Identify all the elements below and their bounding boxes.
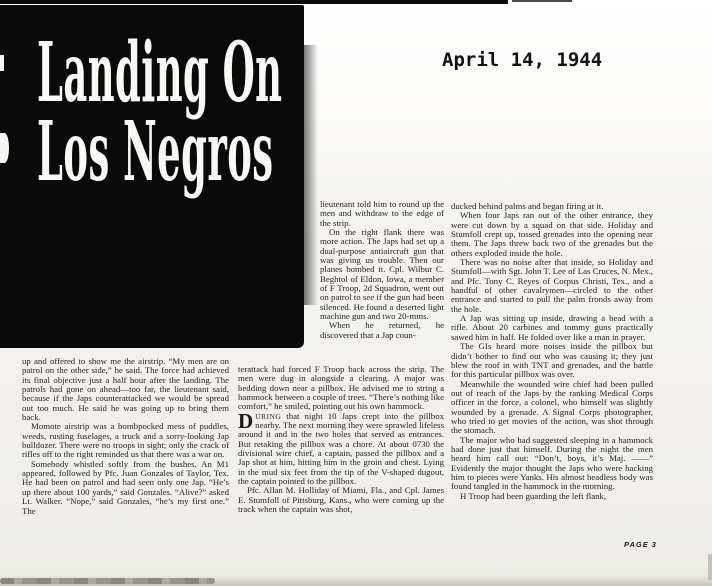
- paragraph: Pfc. Allan M. Holliday of Miami, Fla., and Cpl. James E. Stumfoll of Pittsburg, Kans., who were coming up the track when the captain was shot,: [238, 485, 444, 515]
- paragraph: Somebody whistled softly from the bushes. An M1 appeared, followed by Pfc. Juan Gonzales of Taylor, Tex. He had been on patrol and had seen only one Jap. “He’s up there about 100 yards,” said Gonzales. “Alive?” asked Lt. Walker. “Nope,” said Gonzales, “he’s my first one.” The: [22, 458, 229, 516]
- paragraph: When four Japs ran out of the other entrance, they were cut down by a squad on that side. Holiday and Stumfoll crept up, tossed grenades into the opening near them. The Japs threw back two of the grenades but the others exploded inside the hole.: [451, 210, 653, 258]
- scan-bottom-edge-artifact: [0, 578, 215, 584]
- article-headline: [37, 25, 283, 200]
- middle-column-lower: [238, 365, 444, 515]
- paragraph: lieutenant told him to round up the men and withdraw to the edge of the strip.: [320, 199, 444, 228]
- paragraph: terattack had forced F Troop back across the strip. The men were dug in alongside a clearing. A major was bedding down near a pillbox. He advised me to string a hammock between a couple of trees. “There’s nothing like comfort,” he smiled, pointing out his own hammock.: [238, 364, 444, 412]
- headline-line-2: Los Negros: [37, 104, 274, 200]
- headline-line-1: Landing On: [37, 25, 283, 121]
- paragraph: The major who had suggested sleeping in a hammock had done just that himself. During the night the men heard him call out: “Don’t, boys, it’s Maj. ——” Evidently the major thought the Japs who were hacking him to pieces were Yanks. His almost headless body was found tangled in the hammock in the morning.: [451, 434, 653, 492]
- right-column: [451, 202, 653, 501]
- drop-cap: D: [238, 408, 254, 433]
- paragraph: There was no noise after that inside, so Holiday and Stumfoll—with Sgt. John T. Lee of Las Cruces, N. Mex., and Pfc. Tony C. Reyes of Corpus Christi, Tex., and a handful of other cavalrymen—circled to the other entrance and started to pull the palm fronds away from the hole.: [451, 257, 653, 314]
- paragraph: A Jap was sitting up inside, drawing a bead with a rifle. About 20 carbines and tommy guns practically sawed him in half. He folded over like a man in prayer.: [451, 313, 653, 342]
- issue-date: April 14, 1944: [442, 49, 603, 71]
- paragraph: Meanwhile the wounded wire chief had been pulled out of reach of the Japs by the ranking Medical Corps officer in the force, a colonel, who himself was slightly wounded by a grenade. A Signal Corps photographer, who tried to get movies of the action, was shot through the stomach.: [451, 378, 653, 436]
- paragraph: The GIs heard more noises inside the pillbox but didn’t bother to find out who was causing it; they just blew the roof in with TNT and grenades, and the battle for this particular pillbox was over.: [451, 341, 653, 380]
- paragraph: ducked behind palms and began firing at it.: [451, 201, 604, 211]
- paragraph-with-dropcap: [238, 408, 444, 487]
- paragraph: On the right flank there was more action. The Japs had set up a dual-purpose antiaircraft gun that was giving us trouble. Then our planes bombed it. Cpl. Wilbur C. Beghtol of Eldon, Iowa, a member of F Troop, 2d Squadron, went out on patrol to see if the gun had been silenced. He found a deserted light machine gun and two 20-mms.: [320, 227, 444, 322]
- paragraph: When he returned, he discovered that a Jap coun-: [320, 320, 444, 340]
- paragraph: Momote airstrip was a bombpocked mess of puddles, weeds, rusting fuselages, a truck and a sorry-looking Jap bulldozer. There were no troops in sight; only the crack of rifles off to the right reminded us that there was a war on.: [22, 421, 229, 460]
- middle-column-upper: [320, 200, 444, 340]
- left-column: [22, 357, 229, 516]
- lead-small-caps: URING: [255, 411, 282, 421]
- paragraph: up and offered to show me the airstrip. “My men are on patrol on the other side,” he said. The force had achieved its final objective just a half hour after the landing. The patrols had gone on ahead—too far, the lieutenant said, because if the Japs counterattacked we would be spread out too much. He said he was going up to bring them back.: [22, 356, 229, 423]
- scan-edge-artifact: [512, 0, 572, 2]
- scan-right-edge-artifact: [708, 554, 712, 580]
- paragraph-text: that night 10 Japs crept into the pillbox nearby. The next morning they were sprawled lifeless around it and in the two holes that served as entrances. But retaking the pillbox was a chore. At about 0730 the divisional wire chief, a captain, passed the pillbox and a Jap shot at him, hitting him in the groin and chest. Lying in the mud six feet from the tip of the V-shaped dugout, the captain pointed to the pillbox.: [238, 410, 444, 487]
- scan-notch-artifact: [0, 133, 9, 163]
- scan-notch-artifact: [0, 55, 4, 71]
- scan-edge-artifact: [0, 0, 508, 4]
- paragraph: H Troop had been guarding the left flank,: [460, 490, 607, 501]
- page-number: PAGE 3: [624, 540, 657, 549]
